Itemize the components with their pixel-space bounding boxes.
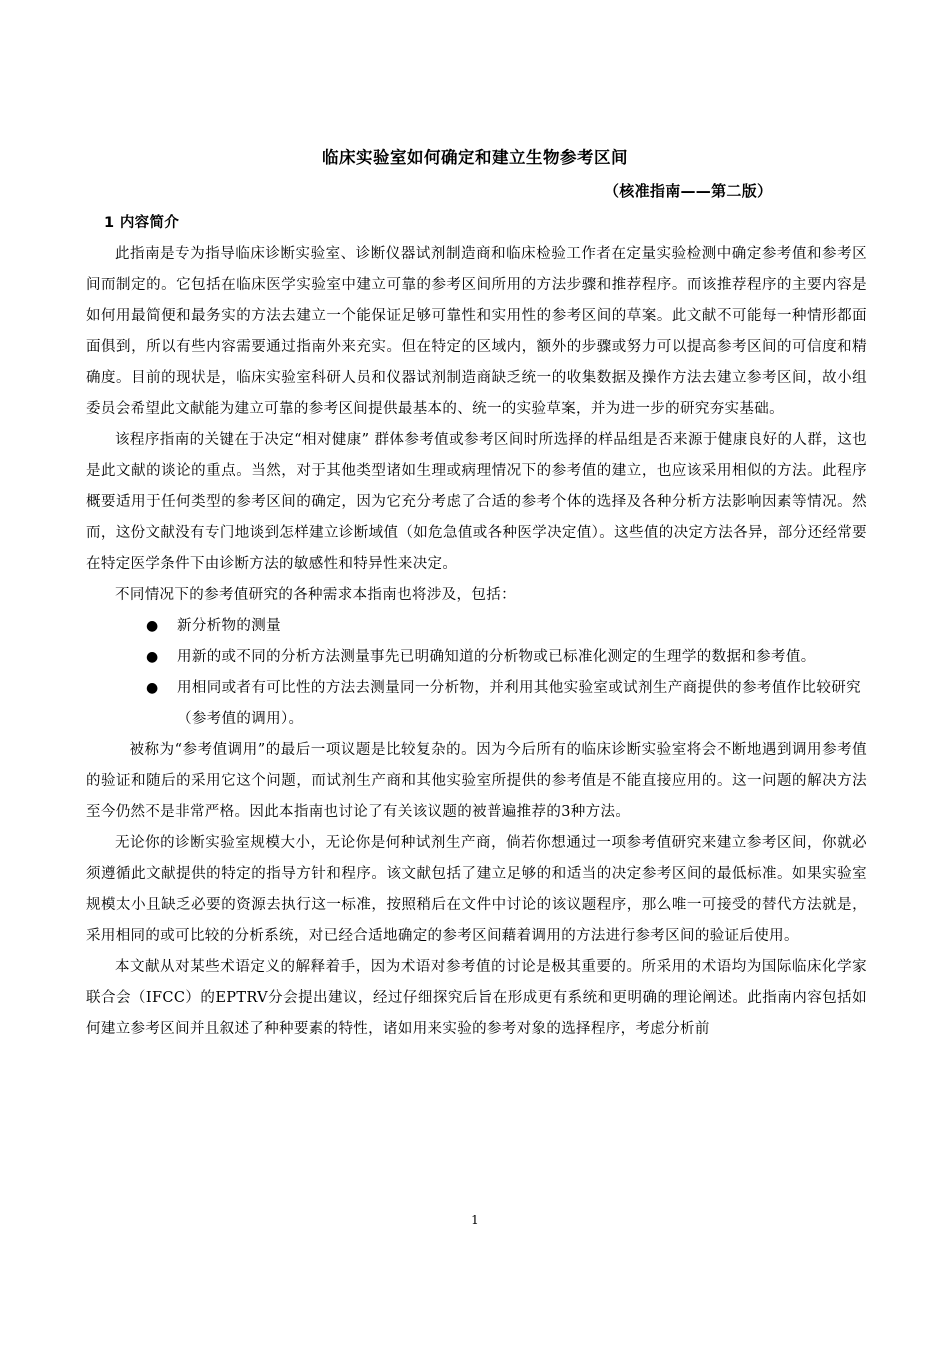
page-number: 1 — [471, 1213, 479, 1227]
bullet-text: 用相同或者有可比性的方法去测量同一分析物，并利用其他实验室或试剂生产商提供的参考值作比较研究（参考值的调用）。 — [177, 680, 861, 727]
bullet-text: 用新的或不同的分析方法测量事先已明确知道的分析物或已标准化测定的生理学的数据和参考值。 — [177, 649, 816, 665]
bullet-dot-icon: ● — [146, 649, 159, 665]
paragraph-4: 被称为“参考值调用”的最后一项议题是比较复杂的。因为今后所有的临床诊断实验室将会不断地遇到调用参考值的验证和随后的采用它这个问题，而试剂生产商和其他实验室所提供的参考值是不能直接应用的。这一问题的解决方法至今仍然不是非常严格。因此本指南也讨论了有关该议题的被普遍推荐的3种方法。 — [86, 742, 867, 820]
bullet-item-3 — [146, 673, 861, 735]
bullet-dot-icon: ● — [146, 618, 159, 634]
document-body — [86, 208, 867, 1045]
document-subtitle: （核准指南——第二版） — [604, 182, 773, 200]
paragraph-2: 该程序指南的关键在于决定“相对健康” 群体参考值或参考区间时所选择的样品组是否来源于健康良好的人群，这也是此文献的谈论的重点。当然，对于其他类型诸如生理或病理情况下的参考值的建立，也应该采用相似的方法。此程序概要适用于任何类型的参考区间的确定，因为它充分考虑了合适的参考个体的选择及各种分析方法影响因素等情况。然而，这份文献没有专门地谈到怎样建立诊断域值（如危急值或各种医学决定值）。这些值的决定方法各异，部分还经常要在特定医学条件下由诊断方法的敏感性和特异性来决定。 — [86, 432, 867, 572]
paragraph-3: 不同情况下的参考值研究的各种需求本指南也将涉及，包括： — [115, 587, 516, 603]
bullet-text: 新分析物的测量 — [177, 618, 281, 634]
document-title: 临床实验室如何确定和建立生物参考区间 — [322, 148, 628, 167]
paragraph-6: 本文献从对某些术语定义的解释着手，因为术语对参考值的讨论是极其重要的。所采用的术语均为国际临床化学家联合会（IFCC）的EPTRV分会提出建议，经过仔细探究后旨在形成更有系统和更明确的理论阐述。此指南内容包括如何建立参考区间并且叙述了种种要素的特性，诸如用来实验的参考对象的选择程序，考虑分析前 — [86, 959, 867, 1037]
paragraph-5: 无论你的诊断实验室规模大小，无论你是何种试剂生产商，倘若你想通过一项参考值研究来建立参考区间，你就必须遵循此文献提供的特定的指导方针和程序。该文献包括了建立足够的和适当的决定参考区间的最低标准。如果实验室规模太小且缺乏必要的资源去执行这一标准，按照稍后在文件中讨论的该议题程序，那么唯一可接受的替代方法就是，采用相同的或可比较的分析系统，对已经合适地确定的参考区间藉着调用的方法进行参考区间的验证后使用。 — [86, 835, 867, 944]
bullet-dot-icon: ● — [146, 680, 159, 696]
bullet-list — [86, 611, 867, 735]
paragraph-1: 此指南是专为指导临床诊断实验室、诊断仪器试剂制造商和临床检验工作者在定量实验检测中确定参考值和参考区间而制定的。它包括在临床医学实验室中建立可靠的参考区间所用的方法步骤和推荐程序。而该推荐程序的主要内容是如何用最简便和最务实的方法去建立一个能保证足够可靠性和实用性的参考区间的草案。此文献不可能每一种情形都面面俱到，所以有些内容需要通过指南外来充实。但在特定的区域内，额外的步骤或努力可以提高参考区间的可信度和精确度。目前的现状是，临床实验室科研人员和仪器试剂制造商缺乏统一的收集数据及操作方法去建立参考区间，故小组委员会希望此文献能为建立可靠的参考区间提供最基本的、统一的实验草案，并为进一步的研究夯实基础。 — [86, 246, 867, 417]
bullet-item-1 — [146, 611, 861, 642]
bullet-item-2 — [146, 642, 861, 673]
section-heading: 1 内容简介 — [104, 215, 180, 231]
